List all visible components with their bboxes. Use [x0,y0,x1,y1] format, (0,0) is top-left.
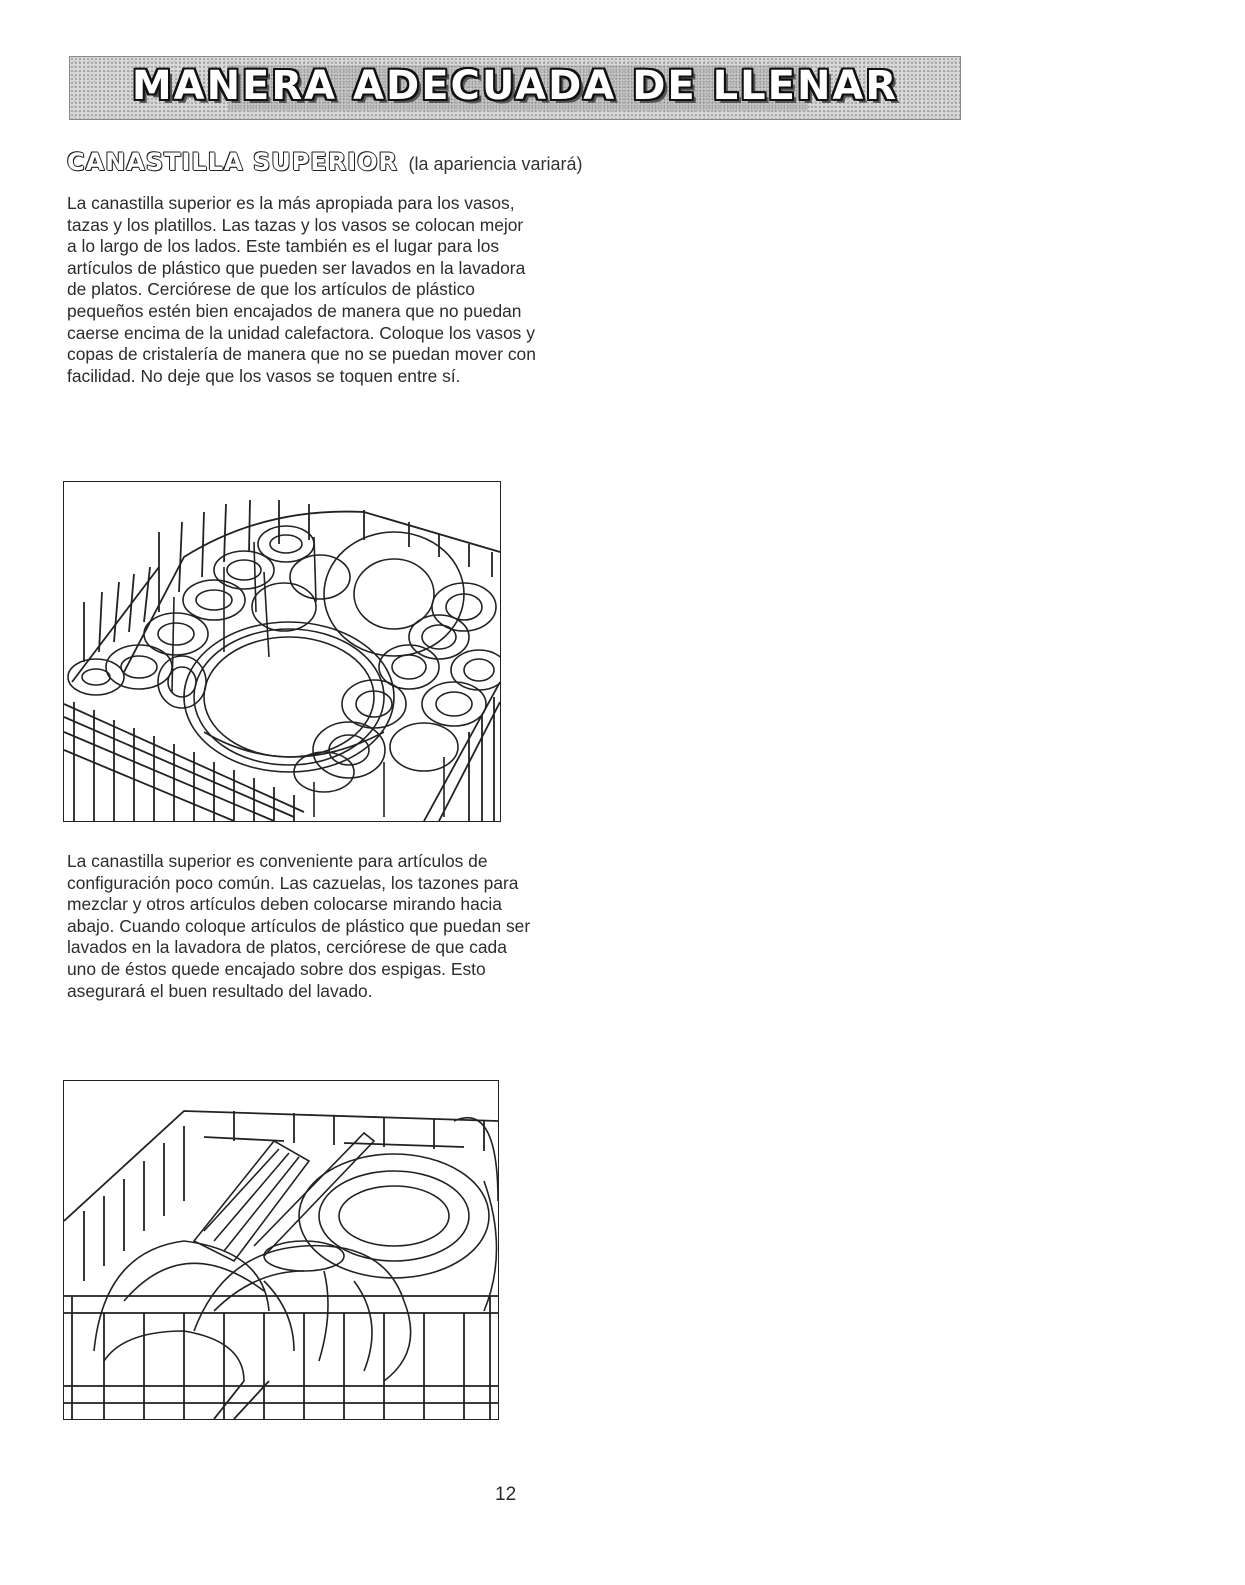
section-heading [67,148,583,176]
rack-front-wires-icon [64,682,500,821]
page-number: 12 [495,1484,517,1505]
plates-icon [184,532,464,772]
rack-back-tines-icon [124,500,500,672]
section-title: CANASTILLA SUPERIOR [67,148,398,176]
spatula-icon [194,1133,374,1261]
rack-back-wires-icon [64,1111,498,1281]
illustration-upper-rack-glasses [63,481,501,822]
cups-row-icon [68,526,350,708]
section-note: (la apariencia variará) [408,154,583,174]
plates-icon [299,1118,498,1311]
banner-title: MANERA ADECUADA DE LLENAR [131,63,899,109]
paragraph-upper-rack-glasses: La canastilla superior es la más apropiada para los vasos, tazas y los platillos. Las tazas y los vasos se colocan mejor a lo largo de los lados. Este también es el lugar para los artículos de plástico que pueden ser lavados en la lavadora de platos. Cerciórese de que los artículos de plástico pequeños estén bien encajados de manera que no puedan caerse encima de la unidad calefactora. Coloque los vasos y copas de cristalería de manera que no se puedan mover con facilidad. No deje que los vasos se toquen entre sí. [67,193,536,386]
paragraph-upper-rack-items: La canastilla superior es conveniente para artículos de configuración poco común. Las cazuelas, los tazones para mezclar y otros artículos deben colocarse mirando hacia abajo. Cuando coloque artículos de plástico que puedan ser lavados en la lavadora de platos, cerciórese de que cada uno de éstos quede encajado sobre dos espigas. Esto asegurará el buen resultado del lavado. [67,851,531,1001]
bowls-icon [94,1241,411,1381]
rack-front-wires-icon [64,1296,498,1419]
header-banner [69,56,961,120]
illustration-upper-rack-bowls [63,1080,499,1420]
